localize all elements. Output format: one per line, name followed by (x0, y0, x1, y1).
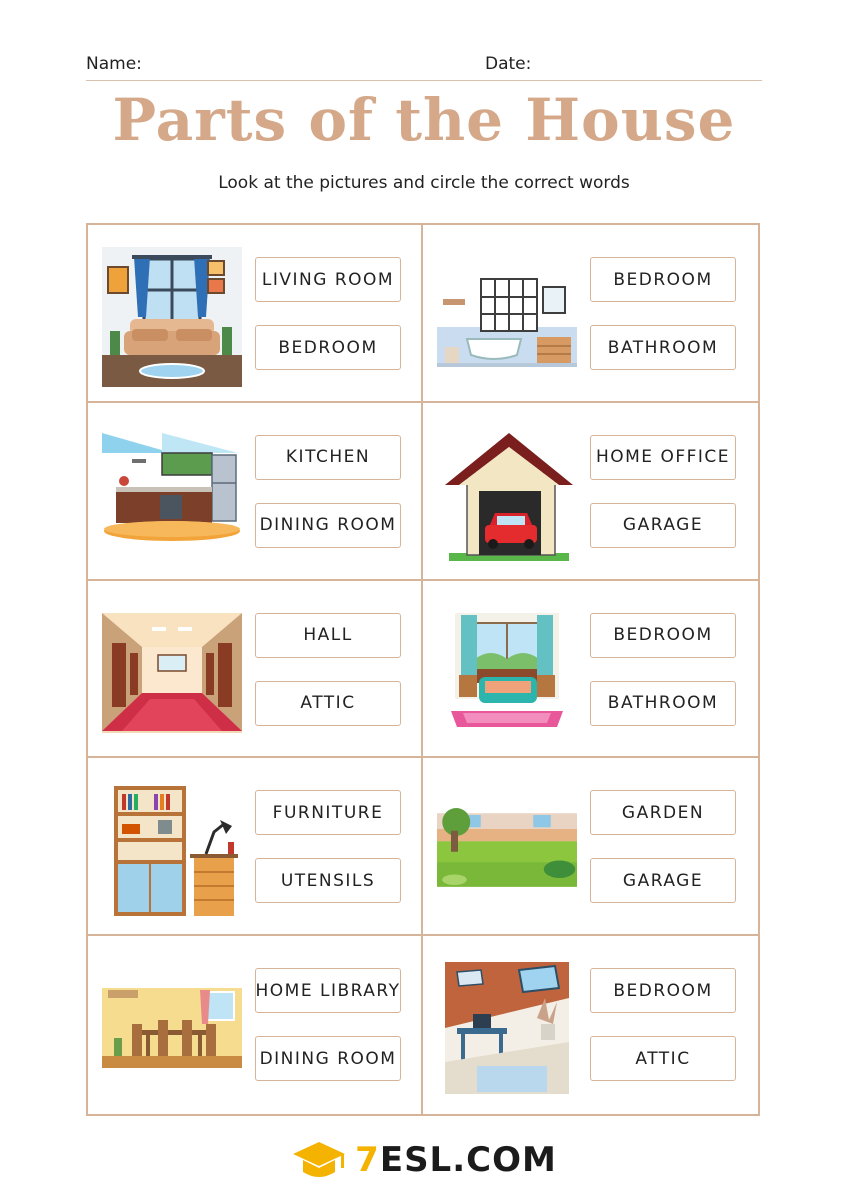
exercise-cell-9 (88, 936, 423, 1114)
garden-illustration (437, 780, 577, 920)
exercise-cell-10 (423, 936, 758, 1114)
dining-room-illustration (102, 958, 242, 1098)
option-dining-room[interactable]: DINING ROOM (255, 503, 401, 548)
name-label: Name: (86, 54, 142, 74)
option-utensils[interactable]: UTENSILS (255, 858, 401, 903)
option-bedroom[interactable]: BEDROOM (590, 613, 736, 658)
header-rule (86, 80, 762, 81)
option-bedroom[interactable]: BEDROOM (590, 968, 736, 1013)
hallway-illustration (102, 603, 242, 743)
option-bedroom[interactable]: BEDROOM (255, 325, 401, 370)
living-room-illustration (102, 247, 242, 387)
option-attic[interactable]: ATTIC (590, 1036, 736, 1081)
bedroom-illustration (437, 603, 577, 743)
option-furniture[interactable]: FURNITURE (255, 790, 401, 835)
attic-illustration (437, 958, 577, 1098)
option-bathroom[interactable]: BATHROOM (590, 325, 736, 370)
garage-illustration (437, 425, 577, 565)
exercise-cell-5 (88, 581, 423, 759)
bathroom-illustration (437, 247, 577, 387)
brand-name (355, 1140, 557, 1180)
exercise-cell-4 (423, 403, 758, 581)
option-attic[interactable]: ATTIC (255, 681, 401, 726)
bookshelf-desk-illustration (102, 780, 242, 920)
exercise-grid (86, 223, 760, 1116)
instructions: Look at the pictures and circle the correct words (218, 173, 630, 193)
option-home-library[interactable]: HOME LIBRARY (255, 968, 401, 1013)
option-garage[interactable]: GARAGE (590, 503, 736, 548)
option-garage[interactable]: GARAGE (590, 858, 736, 903)
option-bathroom[interactable]: BATHROOM (590, 681, 736, 726)
exercise-cell-8 (423, 758, 758, 936)
option-home-office[interactable]: HOME OFFICE (590, 435, 736, 480)
brand-text: ESL.COM (379, 1140, 557, 1180)
exercise-cell-7 (88, 758, 423, 936)
page-title: Parts of the House (112, 86, 736, 154)
option-hall[interactable]: HALL (255, 613, 401, 658)
exercise-cell-1 (88, 225, 423, 403)
date-label: Date: (485, 54, 532, 74)
exercise-cell-6 (423, 581, 758, 759)
brand-number: 7 (355, 1140, 380, 1180)
footer-logo (0, 1135, 848, 1185)
option-bedroom[interactable]: BEDROOM (590, 257, 736, 302)
option-kitchen[interactable]: KITCHEN (255, 435, 401, 480)
option-dining-room[interactable]: DINING ROOM (255, 1036, 401, 1081)
exercise-cell-3 (88, 403, 423, 581)
kitchen-illustration (102, 425, 242, 565)
exercise-cell-2 (423, 225, 758, 403)
option-garden[interactable]: GARDEN (590, 790, 736, 835)
option-living-room[interactable]: LIVING ROOM (255, 257, 401, 302)
graduation-cap-icon (291, 1138, 347, 1182)
